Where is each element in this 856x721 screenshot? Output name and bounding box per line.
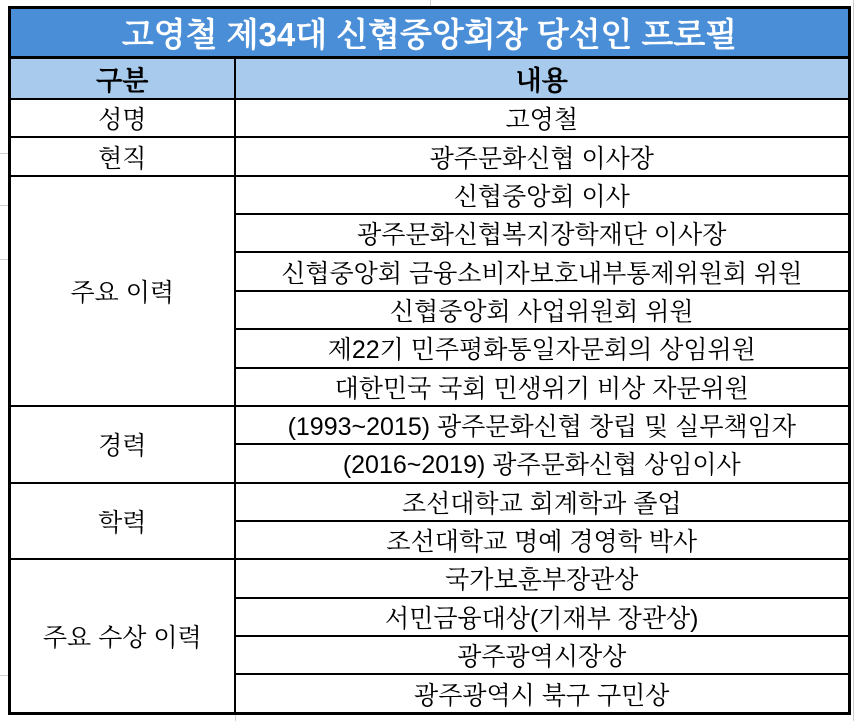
table-row	[10, 406, 850, 444]
table-row	[10, 483, 850, 521]
page-title: 고영철 제34대 신협중앙회장 당선인 프로필	[10, 8, 850, 58]
margin-gridline	[0, 675, 8, 676]
content-cell: 신협중앙회 이사	[235, 176, 850, 214]
table-title-row	[10, 8, 850, 58]
table-header-row	[10, 58, 850, 100]
content-cell: 대한민국 국회 민생위기 비상 자문위원	[235, 368, 850, 406]
category-cell: 경력	[10, 406, 235, 483]
content-cell: (1993~2015) 광주문화신협 창립 및 실무책임자	[235, 406, 850, 444]
table-row	[10, 99, 850, 137]
category-cell: 성명	[10, 99, 235, 137]
content-cell: 서민금융대상(기재부 장관상)	[235, 598, 850, 636]
content-cell: 광주문화신협복지장학재단 이사장	[235, 214, 850, 252]
content-cell: 광주광역시장상	[235, 636, 850, 674]
category-cell: 주요 수상 이력	[10, 559, 235, 713]
margin-gridline	[235, 715, 236, 721]
table-row	[10, 176, 850, 214]
margin-gridline	[853, 0, 854, 721]
category-cell: 학력	[10, 483, 235, 560]
column-header-content: 내용	[235, 58, 850, 100]
margin-gridline	[0, 153, 8, 154]
content-cell: 고영철	[235, 99, 850, 137]
margin-gridline	[0, 259, 8, 260]
content-cell: 조선대학교 회계학과 졸업	[235, 483, 850, 521]
content-cell: 제22기 민주평화통일자문회의 상임위원	[235, 329, 850, 367]
table-row	[10, 559, 850, 597]
margin-gridline	[0, 205, 8, 206]
profile-table	[8, 6, 851, 715]
content-cell: (2016~2019) 광주문화신협 상임이사	[235, 444, 850, 482]
content-cell: 광주광역시 북구 구민상	[235, 674, 850, 713]
content-cell: 신협중앙회 사업위원회 위원	[235, 291, 850, 329]
category-cell: 현직	[10, 137, 235, 175]
column-header-category: 구분	[10, 58, 235, 100]
content-cell: 신협중앙회 금융소비자보호내부통제위원회 위원	[235, 252, 850, 290]
content-cell: 조선대학교 명예 경영학 박사	[235, 521, 850, 559]
content-cell: 광주문화신협 이사장	[235, 137, 850, 175]
table-row	[10, 137, 850, 175]
content-cell: 국가보훈부장관상	[235, 559, 850, 597]
category-cell: 주요 이력	[10, 176, 235, 406]
